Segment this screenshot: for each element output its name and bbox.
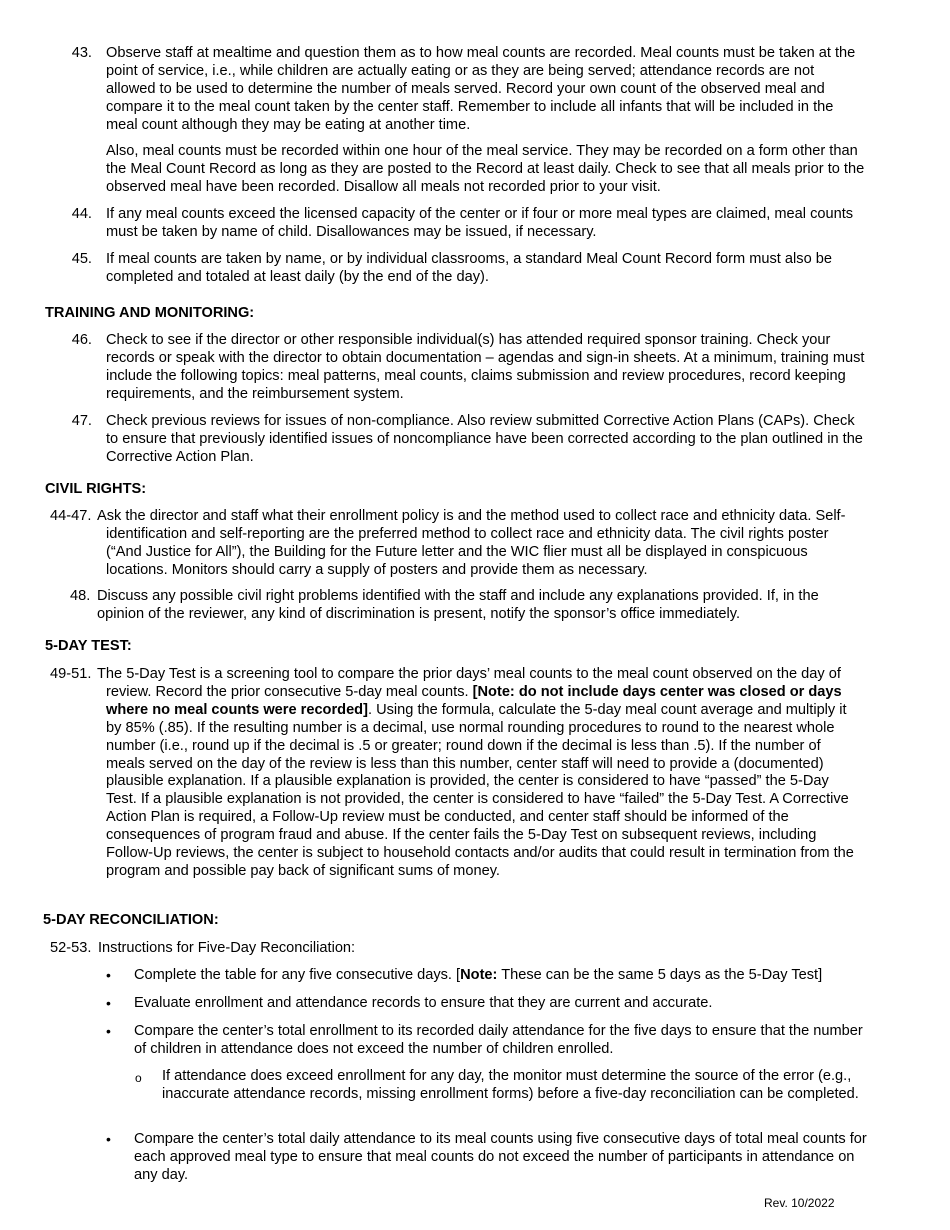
item-43-text: Observe staff at mealtime and question them as to how meal counts are recorded. Meal counts must be taken at the point of service, i.e., while children are actually eating or as they are being served; attendance records are not allowed to be used to determine the number of meals served. Record your own count of the observed meal and compare it to the meal count taken by the center staff. Remember to include all infants that will be included in the meal count although they may be eating at another time. (106, 45, 856, 133)
item-43-paragraph-2: Also, meal counts must be recorded within one hour of the meal service. They may be recorded on a form other than the Meal Count Record as long as they are posted to the Record at least daily. Check to see that all meals prior to the observed meal have been recorded. Disallow all meals not recorded prior to your visit. (106, 143, 865, 195)
heading-civil-rights: CIVIL RIGHTS: (45, 481, 147, 497)
item-44-47-paragraph: Ask the director and staff what their enrollment policy is and the method used to collect race and ethnicity data. Self-identification and self-reporting are the preferred method to collect race and ethnicity data. The civil rights poster (“And Justice for All”), the Building for the Future letter and the WIC flier must all be displayed in conspicuous locations. Monitors should carry a supply of posters and provide them as necessary. (97, 508, 846, 578)
bullet-item-4: Compare the center’s total daily attendance to its meal counts using five consecutive days of total meal counts for each approved meal type to ensure that meal counts do not exceed the number of participants in attendance on any day. (134, 1131, 867, 1183)
item-number: 44-47. (50, 508, 92, 524)
item-49-51-text-a: The 5-Day Test is a screening tool to compare the prior days’ meal counts to the meal count observed on the day of review. Record the prior consecutive 5-day meal counts. (97, 666, 841, 700)
bullet-icon: • (106, 1131, 111, 1147)
item-44-47-body (97, 508, 866, 580)
bullet-1-note: Note: (460, 967, 498, 983)
heading-training-monitoring: TRAINING AND MONITORING: (45, 305, 255, 321)
item-49-51-text (97, 666, 856, 881)
item-46-text: Check to see if the director or other responsible individual(s) has attended required sponsor training. Check your records or speak with the director to obtain documentation – agendas and sign-in sheets. At a minimum, training must include the following topics: meal patterns, meal counts, claims submission and review procedures, record keeping requirements, and the reimbursement system. (106, 332, 865, 402)
item-48-text: Discuss any possible civil right problems identified with the staff and include any explanations provided. If, in the opinion of the reviewer, any kind of discrimination is present, notify the sponsor’s office immediately. (97, 588, 819, 622)
heading-5-day-reconciliation: 5-DAY RECONCILIATION: (43, 912, 219, 928)
item-49-51-text-b: . Using the formula, calculate the 5-day meal count average and multiply it by 85% (.85). If the resulting number is a decimal, use normal rounding procedures to round to the nearest whole number (i.e., round up if the decimal is .5 or greater; round down if the decimal is less than .5). If the number of meals served on the day of the review is less than this number, center staff will need to provide a (documented) plausible explanation. If a plausible explanation is provided, the center is considered to have “passed” the 5-Day Test. If a plausible explanation is not provided, the center is considered to have “failed” the 5-Day Test. A Corrective Action Plan is required, a Follow-Up review must be conducted, and center staff should be informed of the consequences of program fraud and abuse. If the center fails the 5-Day Test on subsequent reviews, including Follow-Up reviews, the center is subject to household contacts and/or audits that could result in termination from the program and possible pay back of significant sums of money. (106, 701, 854, 879)
bullet-1-pre: Complete the table for any five consecutive days. [ (134, 967, 461, 983)
item-47-text: Check previous reviews for issues of non-compliance. Also review submitted Corrective Action Plans (CAPs). Check to ensure that previously identified issues of noncompliance have been corrected according to the plan outlined in the Corrective Action Plan. (106, 413, 863, 465)
heading-5-day-test: 5-DAY TEST: (45, 638, 132, 654)
item-number: 52-53. (50, 940, 92, 956)
bullet-item-3: Compare the center’s total enrollment to its recorded daily attendance for the five days to ensure that the number of children in attendance does not exceed the number of children enrolled. (134, 1023, 863, 1057)
item-45-text: If meal counts are taken by name, or by individual classrooms, a standard Meal Count Record form must also be completed and totaled at least daily (by the end of the day). (106, 251, 832, 285)
item-number: 47. (71, 413, 92, 429)
bullet-icon: • (106, 1023, 111, 1039)
item-number: 43. (71, 45, 92, 61)
item-49-51-note: [Note: do not include days center was closed or days where no meal counts were recorded] (106, 683, 842, 718)
sub-bullet-item-1: If attendance does exceed enrollment for any day, the monitor must determine the source of the error (e.g., inaccurate attendance records, missing enrollment forms) before a five-day reconciliation can be completed. (162, 1068, 859, 1102)
bullet-icon: • (106, 967, 111, 983)
bullet-icon: • (106, 995, 111, 1011)
item-number: 45. (71, 251, 92, 267)
item-52-53-text: Instructions for Five-Day Reconciliation: (98, 940, 356, 956)
item-number: 44. (71, 206, 92, 222)
item-number: 48. (70, 588, 91, 604)
bullet-1-post: These can be the same 5 days as the 5-Day Test] (497, 967, 823, 983)
revision-footer: Rev. 10/2022 (764, 1196, 835, 1210)
item-number: 46. (71, 332, 92, 348)
item-number: 49-51. (50, 666, 92, 682)
sub-bullet-icon: o (135, 1071, 142, 1085)
bullet-item-1 (134, 967, 874, 985)
item-44-text: If any meal counts exceed the licensed capacity of the center or if four or more meal types are claimed, meal counts must be taken by name of child. Disallowances may be issued, if necessary. (106, 206, 854, 240)
bullet-item-2: Evaluate enrollment and attendance records to ensure that they are current and accurate. (134, 995, 713, 1011)
